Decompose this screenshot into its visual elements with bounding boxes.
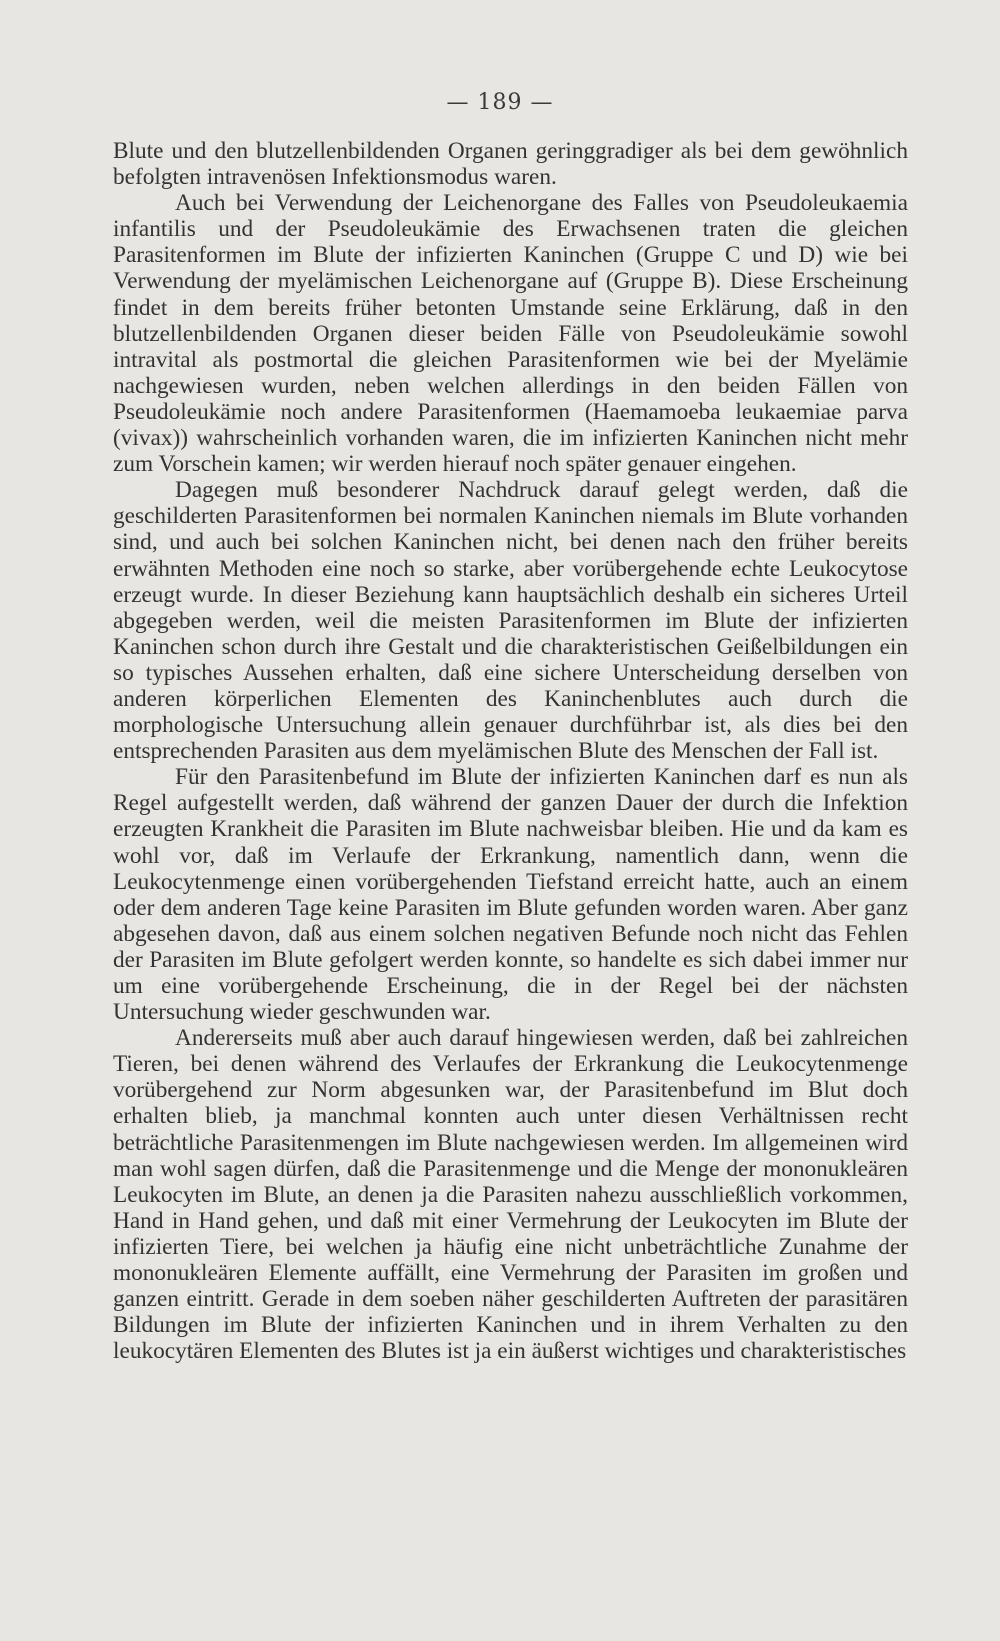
page-number: — 189 — [446,90,554,115]
paragraph-1: Blute und den blutzellenbildenden Organen geringgradiger als bei dem gewöhnlich befolgten intravenösen Infektionsmodus waren. [113,138,908,191]
paragraph-5: Andererseits muß aber auch darauf hingewiesen werden, daß bei zahlreichen Tieren, bei denen während des Verlaufes der Erkrankung die Leukocytenmenge vorübergehend zur Norm abgesunken war, der Parasitenbefund im Blut doch erhalten blieb, ja manchmal konnten auch unter diesen Verhältnissen recht beträchtliche Parasitenmengen im Blute nachgewiesen werden. Im allgemeinen wird man wohl sagen dürfen, daß die Parasitenmenge und die Menge der mononukleären Leukocyten im Blute, an denen ja die Parasiten nahezu ausschließlich vorkommen, Hand in Hand gehen, und daß mit einer Vermehrung der Leukocyten im Blute der infizierten Tiere, bei welchen ja häufig eine nicht unbeträchtliche Zunahme der mononukleären Elemente auffällt, eine Vermehrung der Parasiten im großen und ganzen eintritt. Gerade in dem soeben näher geschilderten Auftreten der parasitären Bildungen im Blute der infizierten Kaninchen und in ihrem Verhalten zu den leukocytären Elementen des Blutes ist ja ein äußerst wichtiges und charakteristisches [113,1025,908,1365]
paragraph-2: Auch bei Verwendung der Leichenorgane des Falles von Pseudoleukaemia infantilis und der Pseudoleukämie des Erwachsenen traten die gleichen Parasitenformen im Blute der infizierten Kaninchen (Gruppe C und D) wie bei Verwendung der myelämischen Leichenorgane auf (Gruppe B). Diese Erscheinung findet in dem bereits früher betonten Umstande seine Erklärung, daß in den blutzellenbildenden Organen dieser beiden Fälle von Pseudoleukämie sowohl intravital als postmortal die gleichen Parasitenformen wie bei der Myelämie nachgewiesen wurden, neben welchen allerdings in den beiden Fällen von Pseudoleukämie noch andere Parasitenformen (Haemamoeba leukaemiae parva (vivax)) wahrscheinlich vorhanden waren, die im infizierten Kaninchen nicht mehr zum Vorschein kamen; wir werden hierauf noch später genauer eingehen. [113,190,908,478]
page-text [113,138,908,1364]
paragraph-3: Dagegen muß besonderer Nachdruck darauf gelegt werden, daß die geschilderten Parasitenformen bei normalen Kaninchen niemals im Blute vorhanden sind, und auch bei solchen Kaninchen nicht, bei denen nach den früher bereits erwähnten Methoden eine noch so starke, aber vorübergehende echte Leukocytose erzeugt wurde. In dieser Beziehung kann hauptsächlich deshalb ein sicheres Urteil abgegeben werden, weil die meisten Parasitenformen im Blute der infizierten Kaninchen schon durch ihre Gestalt und die charakteristischen Geißelbildungen ein so typisches Aussehen erhalten, daß eine sichere Unterscheidung derselben von anderen körperlichen Elementen des Kaninchenblutes auch durch die morphologische Untersuchung allein genauer durchführbar ist, als dies bei den entsprechenden Parasiten aus dem myelämischen Blute des Menschen der Fall ist. [113,477,908,765]
paragraph-4: Für den Parasitenbefund im Blute der infizierten Kaninchen darf es nun als Regel aufgestellt werden, daß während der ganzen Dauer der durch die Infektion erzeugten Krankheit die Parasiten im Blute nachweisbar bleiben. Hie und da kam es wohl vor, daß im Verlaufe der Erkrankung, namentlich dann, wenn die Leukocytenmenge einen vorübergehenden Tiefstand erreicht hatte, auch an einem oder dem anderen Tage keine Parasiten im Blute gefunden worden waren. Aber ganz abgesehen davon, daß aus einem solchen negativen Befunde noch nicht das Fehlen der Parasiten im Blute gefolgert werden konnte, so handelte es sich dabei immer nur um eine vorübergehende Erscheinung, die in der Regel bei der nächsten Untersuchung wieder geschwunden war. [113,764,908,1026]
